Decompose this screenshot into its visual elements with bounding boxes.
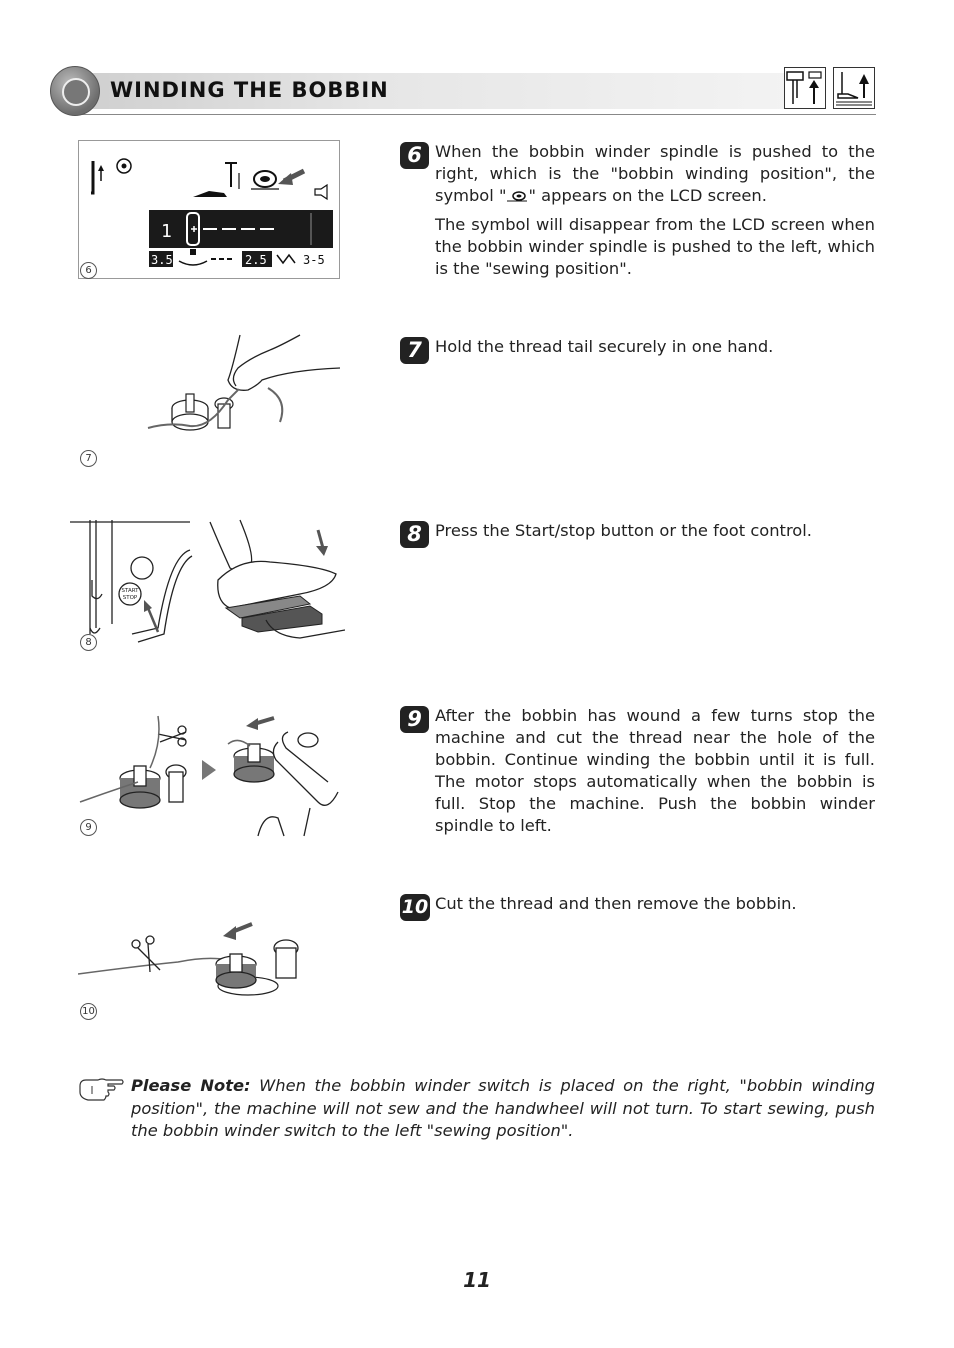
step-6-text-b: " appears on the LCD screen. <box>528 186 767 205</box>
section-badge-icon <box>50 66 100 116</box>
lcd-screen-figure <box>78 140 340 279</box>
step-7-text: Hold the thread tail securely in one hand. <box>435 337 774 356</box>
figure-hold-thread <box>140 330 345 450</box>
section-header <box>50 66 876 116</box>
step-10-text: Cut the thread and then remove the bobbin. <box>435 894 797 913</box>
figure-number-10: 10 <box>80 1003 97 1020</box>
figure-cut-and-remove-bobbin <box>78 920 308 1002</box>
page-number: 11 <box>463 1268 491 1292</box>
page-title: WINDING THE BOBBIN <box>110 78 389 102</box>
note-paragraph <box>131 1075 875 1143</box>
header-rule <box>78 114 876 115</box>
figure-cut-thread-and-wind <box>78 712 343 840</box>
start-button-label-2: STOP <box>122 595 138 601</box>
lcd-stitch-width: 3.5 <box>151 253 173 267</box>
pointing-hand-icon <box>78 1076 124 1102</box>
figure-number-7: 7 <box>80 450 97 467</box>
step-8-text: Press the Start/stop button or the foot control. <box>435 521 812 540</box>
lcd-range: 3-5 <box>303 253 325 267</box>
figure-number-8: 8 <box>80 634 97 651</box>
figure-start-button-and-foot-control <box>70 516 345 652</box>
note-label: Please Note: <box>131 1076 251 1095</box>
step-badge-7: 7 <box>400 337 429 364</box>
figure-number-9: 9 <box>80 819 97 836</box>
lcd-pattern-number: 1 <box>161 221 172 242</box>
bobbin-winding-icon <box>506 189 528 204</box>
step-badge-6: 6 <box>400 142 429 169</box>
needle-position-up-icon <box>784 67 826 109</box>
lcd-stitch-length: 2.5 <box>245 253 267 267</box>
step-6-paragraph-2: The symbol will disappear from the LCD screen when the bobbin winder spindle is pushed to the left, which is the "sewing position". <box>435 215 875 278</box>
step-6-text-a: When the bobbin winder spindle is pushed to the right, which is the "bobbin winding position", the symbol " <box>435 142 875 205</box>
step-9-text: After the bobbin has wound a few turns stop the machine and cut the thread near the hole of the bobbin. Continue winding the bobbin until it is full. The motor stops automatically when the bobbin is full. Stop the machine. Push the bobbin winder spindle to left. <box>435 706 875 835</box>
step-6-paragraph-1 <box>435 141 875 207</box>
presser-foot-up-icon <box>833 67 875 109</box>
note-body: When the bobbin winder switch is placed on the right, "bobbin winding position", the machine will not sew and the handwheel will not turn. To start sewing, push the bobbin winder switch to the left "sewing position". <box>131 1076 875 1140</box>
start-button-label-1: START <box>121 588 139 594</box>
figure-number-6: 6 <box>80 262 97 279</box>
step-badge-9: 9 <box>400 706 429 733</box>
step-badge-8: 8 <box>400 521 429 548</box>
step-badge-10: 10 <box>400 894 430 921</box>
